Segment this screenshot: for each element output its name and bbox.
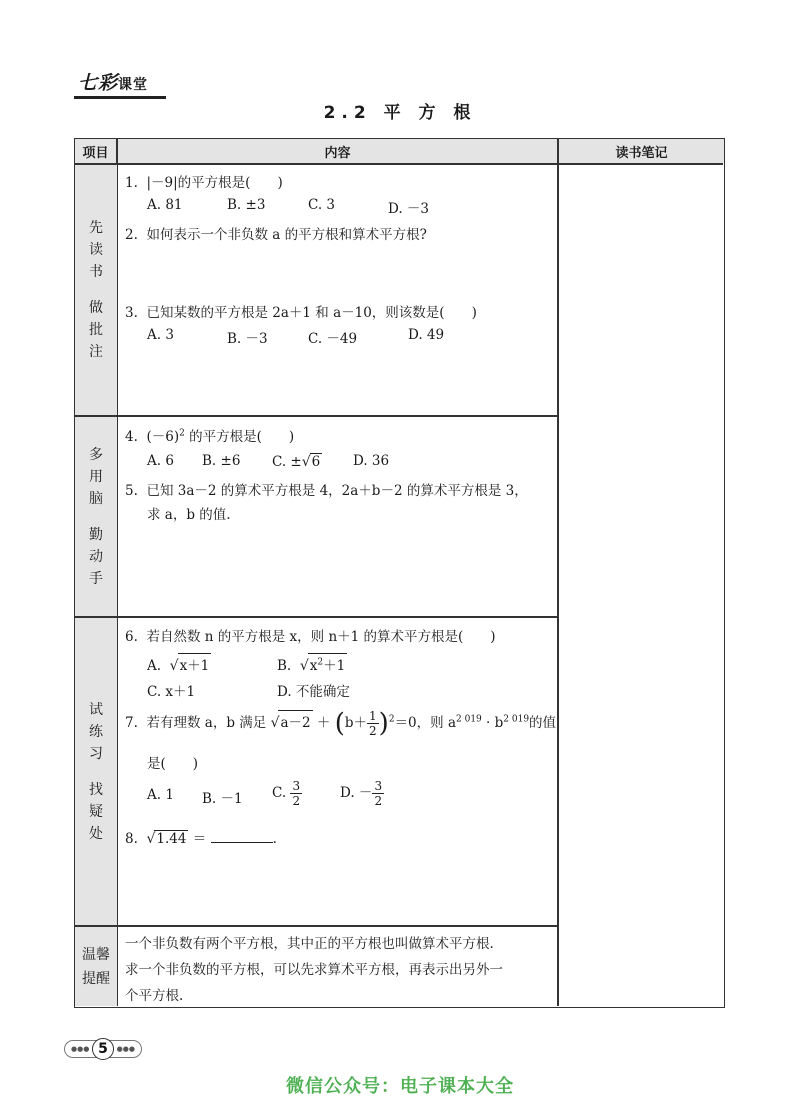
q3-option-b: B. －3 (227, 331, 268, 347)
section-label-tip: 温馨 提醒 (75, 927, 117, 1006)
q1-option-b: B. ±3 (227, 197, 266, 213)
question-5-line-2: 求 a，b 的值. (147, 507, 231, 523)
section-label-1: 先 读 书 做 批 注 (75, 165, 117, 415)
divider (75, 616, 558, 618)
q6-option-c: C. x＋1 (147, 684, 196, 700)
q7-option-d: D. － $\frac{3}{2}$ (340, 779, 383, 808)
q7-option-c: C. $\frac{3}{2}$ (272, 779, 301, 808)
page-title: 2.2 平 方 根 (323, 103, 477, 123)
question-7: 7. 若有理数 a，b 满足 √a－2 ＋ (b＋ $\frac{1}{2}$ )$^2$＝0，则 $a^{2 019} \cdot b^{2 019}$的值 (125, 708, 557, 739)
question-7-line-2: 是( ) (147, 756, 199, 772)
divider (75, 415, 558, 417)
q3-option-c: C. －49 (308, 331, 358, 347)
question-8: 8. √1.44 ＝ . (125, 831, 277, 847)
q7-option-a: A. 1 (147, 787, 174, 803)
page-number: ●●● 5 ●●● (64, 1040, 142, 1058)
question-4: 4. $(-6)^2$ 的平方根是( ) (125, 428, 295, 445)
q6-option-d: D. 不能确定 (277, 684, 350, 700)
tip-text: 一个非负数有两个平方根，其中正的平方根也叫做算术平方根. 求一个非负数的平方根，可以先求算术平方根，再表示出另外一 个平方根. (125, 936, 503, 1004)
question-3: 3. 已知某数的平方根是 2a＋1 和 a－10，则该数是( ) (125, 305, 477, 321)
section-label-3: 试 练 习 找 疑 处 (75, 618, 117, 925)
q4-option-d: D. 36 (353, 453, 390, 469)
q6-option-b: B. $√x^2+1$ (277, 653, 347, 674)
divider (557, 139, 559, 1006)
q7-option-b: B. －1 (202, 791, 243, 807)
q3-option-a: A. 3 (147, 327, 174, 343)
q1-option-d: D. －3 (388, 201, 430, 217)
divider (75, 163, 723, 165)
q4-option-c: C. ±√6 (272, 454, 321, 470)
worksheet-table (74, 138, 725, 1008)
section-label-2: 多 用 脑 勤 动 手 (75, 417, 117, 616)
q1-option-a: A. 81 (147, 197, 183, 213)
question-5: 5. 已知 3a－2 的算术平方根是 4，2a＋b－2 的算术平方根是 3， (125, 483, 528, 499)
header-item: 项目 (75, 139, 116, 163)
q1-option-c: C. 3 (308, 197, 336, 213)
header-notes: 读书笔记 (559, 139, 724, 163)
brand-logo: 七彩课堂 (78, 72, 149, 94)
q6-option-a: A. √x＋1 (147, 653, 211, 674)
watermark-text: 微信公众号：电子课本大全 (286, 1076, 514, 1097)
q3-option-d: D. 49 (408, 327, 445, 343)
question-1: 1. |－9|的平方根是( ) (125, 175, 283, 191)
divider (75, 925, 558, 927)
question-2: 2. 如何表示一个非负数 a 的平方根和算术平方根? (125, 227, 427, 243)
question-6: 6. 若自然数 n 的平方根是 x，则 n＋1 的算术平方根是( ) (125, 629, 496, 645)
q4-option-a: A. 6 (147, 453, 174, 469)
q4-option-b: B. ±6 (202, 453, 241, 469)
answer-blank (211, 842, 273, 843)
header-content: 内容 (118, 139, 557, 163)
